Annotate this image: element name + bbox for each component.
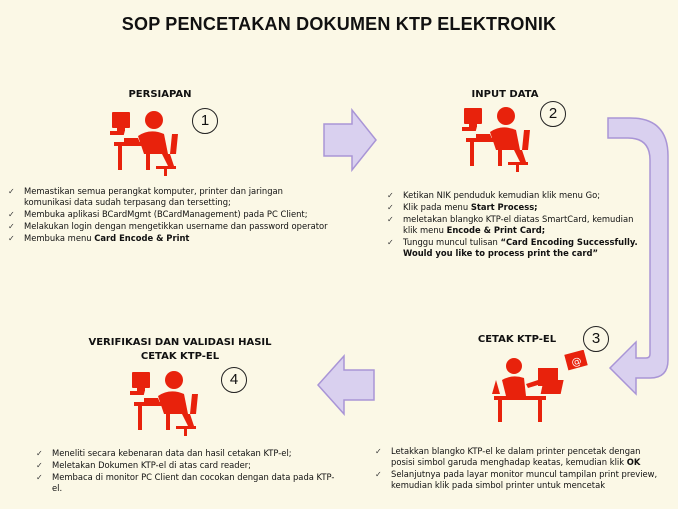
list-item: ✓ meletakan blangko KTP-el diatas SmartCard, kemudian klik menu Encode & Print Card;	[387, 214, 649, 236]
svg-text:@: @	[570, 355, 583, 370]
person-at-computer-icon	[462, 104, 540, 174]
list-item: ✓ Tunggu muncul tulisan “Card Encoding Successfully. Would you like to process print the card”	[387, 237, 649, 259]
step-1-list	[8, 186, 328, 245]
arrow-left-icon	[316, 354, 376, 416]
step-4-number: 4	[221, 367, 247, 393]
step-4-title-line1: VERIFIKASI DAN VALIDASI HASIL	[88, 337, 272, 348]
list-item: ✓ Klik pada menu Start Process;	[387, 202, 649, 213]
list-item: ✓ Membaca di monitor PC Client dan cocokan dengan data pada KTP-el.	[36, 472, 336, 494]
list-item: ✓ Membuka aplikasi BCardMgmt (BCardManagement) pada PC Client;	[8, 209, 328, 220]
list-item: ✓ Melakukan login dengan mengetikkan username dan password operator	[8, 221, 328, 232]
step-4-title-line2: CETAK KTP-EL	[140, 351, 220, 362]
step-3-number: 3	[583, 326, 609, 352]
list-item: ✓ Memastikan semua perangkat komputer, printer dan jaringan komunikasi data sudah terpasang dan tersetting;	[8, 186, 328, 208]
step-4-list	[36, 448, 336, 495]
person-at-computer-icon	[110, 108, 188, 178]
step-1-title: PERSIAPAN	[128, 89, 192, 100]
arrow-right-icon	[322, 108, 378, 172]
list-item: ✓ Membuka menu Card Encode & Print	[8, 233, 328, 244]
step-1-number: 1	[192, 108, 218, 134]
person-at-computer-icon	[130, 368, 208, 438]
page-title: SOP PENCETAKAN DOKUMEN KTP ELEKTRONIK	[121, 14, 557, 34]
step-2-title: INPUT DATA	[471, 89, 539, 100]
list-item: ✓ Letakkan blangko KTP-el ke dalam printer pencetak dengan posisi simbol garuda menghadap keatas, kemudian klik OK	[375, 446, 665, 468]
list-item: ✓ Meletakan Dokumen KTP-el di atas card reader;	[36, 460, 336, 471]
curved-arrow-down-icon	[606, 116, 676, 406]
step-3-list	[375, 446, 665, 492]
list-item: ✓ Ketikan NIK penduduk kemudian klik menu Go;	[387, 190, 649, 201]
step-4-title	[80, 336, 280, 364]
step-2-number: 2	[540, 101, 566, 127]
step-3-title: CETAK KTP-EL	[477, 334, 557, 345]
list-item: ✓ Meneliti secara kebenaran data dan hasil cetakan KTP-el;	[36, 448, 336, 459]
list-item: ✓ Selanjutnya pada layar monitor muncul tampilan print preview, kemudian klik pada simbol printer untuk mencetak	[375, 469, 665, 491]
person-with-printer-email-icon	[492, 350, 592, 430]
